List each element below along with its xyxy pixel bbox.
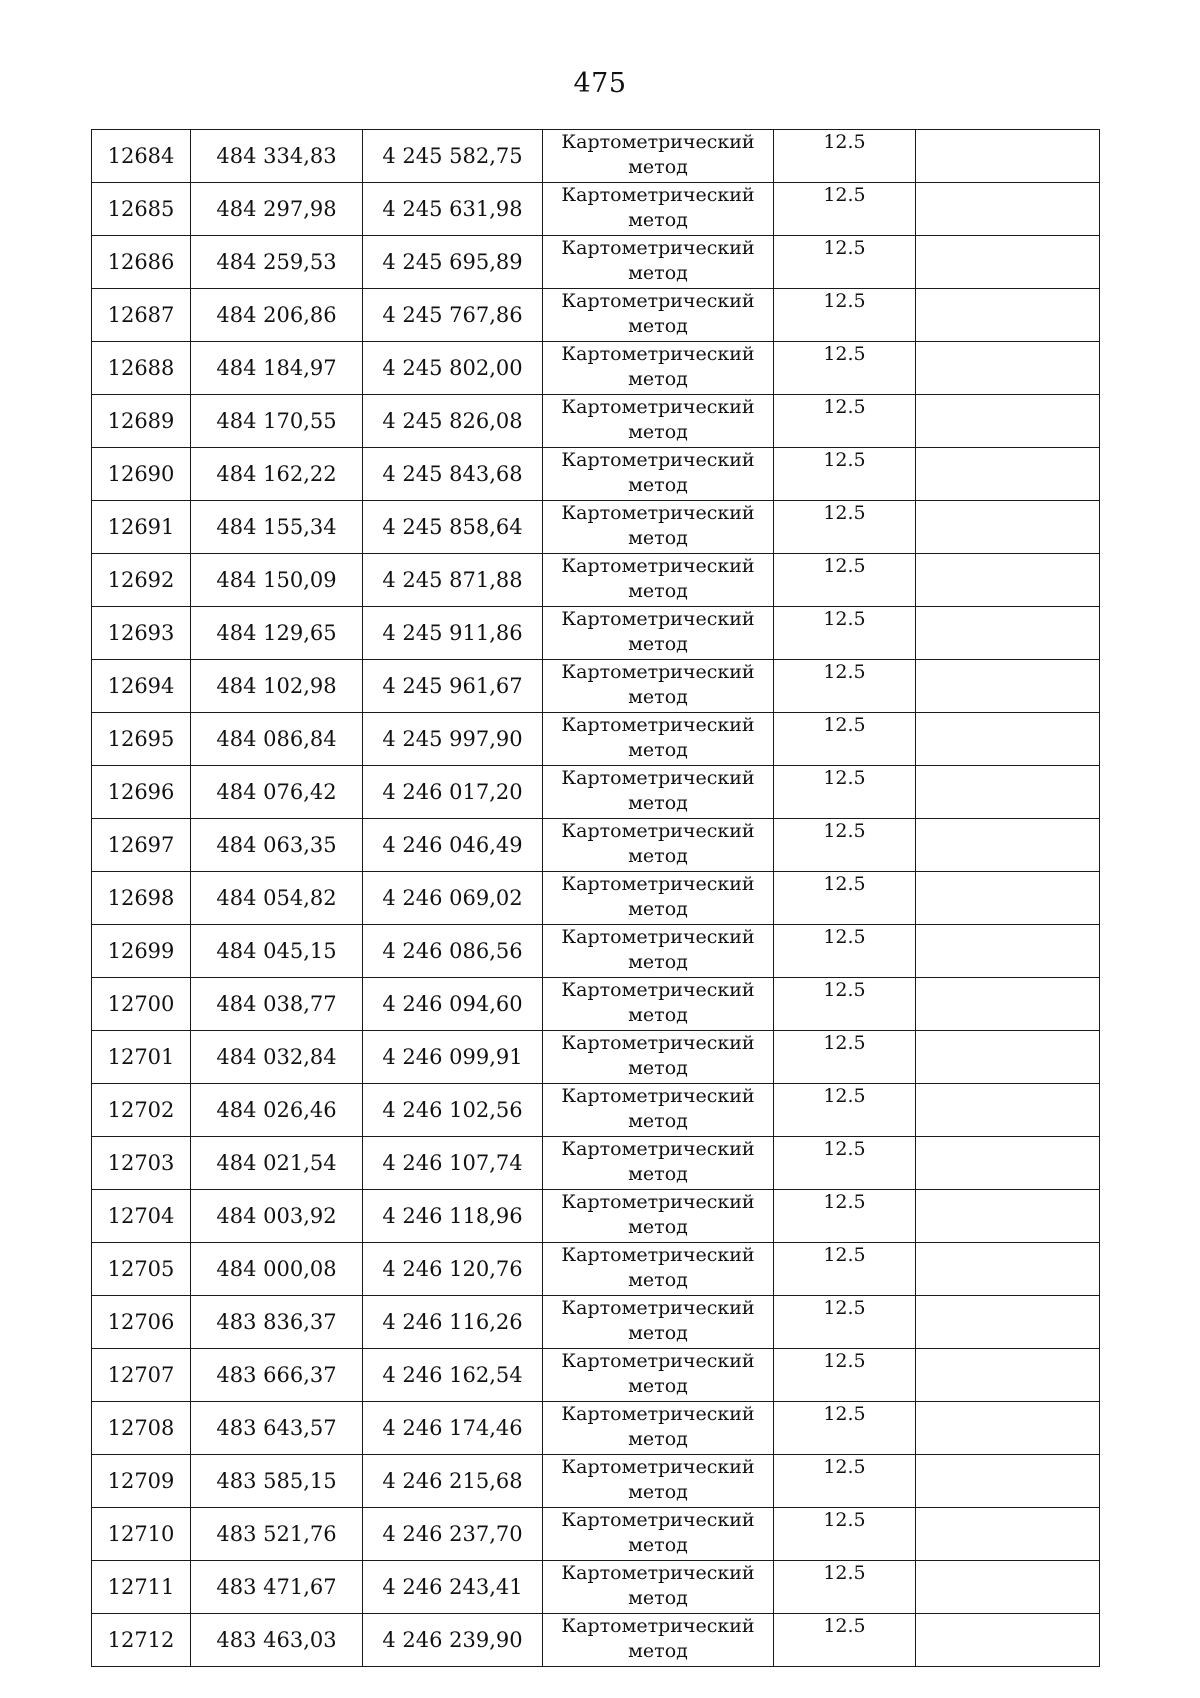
method-line-1: Картометрический [561, 1615, 755, 1637]
method-line-1: Картометрический [561, 343, 755, 365]
x-coordinate-cell: 484 102,98 [191, 660, 363, 713]
method-cell [543, 554, 774, 607]
x-coordinate-cell: 484 334,83 [191, 130, 363, 183]
y-coordinate-cell: 4 246 107,74 [363, 1137, 543, 1190]
accuracy-cell: 12.5 [774, 554, 916, 607]
point-number-cell: 12691 [92, 501, 191, 554]
accuracy-cell: 12.5 [774, 1084, 916, 1137]
table-row [92, 1243, 1100, 1296]
y-coordinate-cell: 4 246 116,26 [363, 1296, 543, 1349]
table-row [92, 978, 1100, 1031]
table-row [92, 1190, 1100, 1243]
x-coordinate-cell: 484 076,42 [191, 766, 363, 819]
method-cell [543, 342, 774, 395]
x-coordinate-cell: 483 521,76 [191, 1508, 363, 1561]
accuracy-cell: 12.5 [774, 1349, 916, 1402]
table-row [92, 766, 1100, 819]
accuracy-cell: 12.5 [774, 1455, 916, 1508]
accuracy-cell: 12.5 [774, 395, 916, 448]
point-number-cell: 12699 [92, 925, 191, 978]
point-number-cell: 12710 [92, 1508, 191, 1561]
x-coordinate-cell: 483 643,57 [191, 1402, 363, 1455]
accuracy-cell: 12.5 [774, 342, 916, 395]
point-number-cell: 12702 [92, 1084, 191, 1137]
x-coordinate-cell: 483 836,37 [191, 1296, 363, 1349]
x-coordinate-cell: 484 206,86 [191, 289, 363, 342]
method-cell [543, 1031, 774, 1084]
method-line-2: метод [628, 1375, 688, 1397]
method-cell [543, 130, 774, 183]
method-line-1: Картометрический [561, 608, 755, 630]
method-cell [543, 289, 774, 342]
table-row [92, 1084, 1100, 1137]
accuracy-cell: 12.5 [774, 1190, 916, 1243]
method-line-1: Картометрический [561, 449, 755, 471]
empty-cell [916, 1137, 1100, 1190]
point-number-cell: 12700 [92, 978, 191, 1031]
method-line-1: Картометрический [561, 1297, 755, 1319]
x-coordinate-cell: 484 129,65 [191, 607, 363, 660]
x-coordinate-cell: 484 150,09 [191, 554, 363, 607]
empty-cell [916, 1296, 1100, 1349]
accuracy-cell: 12.5 [774, 713, 916, 766]
accuracy-cell: 12.5 [774, 925, 916, 978]
method-cell [543, 1614, 774, 1667]
method-cell [543, 713, 774, 766]
method-line-2: метод [628, 1534, 688, 1556]
table-row [92, 713, 1100, 766]
coordinates-table [91, 129, 1100, 1667]
empty-cell [916, 607, 1100, 660]
method-line-2: метод [628, 1481, 688, 1503]
y-coordinate-cell: 4 245 961,67 [363, 660, 543, 713]
method-line-1: Картометрический [561, 979, 755, 1001]
y-coordinate-cell: 4 245 843,68 [363, 448, 543, 501]
table-row [92, 1349, 1100, 1402]
empty-cell [916, 1455, 1100, 1508]
empty-cell [916, 1508, 1100, 1561]
point-number-cell: 12712 [92, 1614, 191, 1667]
method-cell [543, 1084, 774, 1137]
method-cell [543, 978, 774, 1031]
table-row [92, 289, 1100, 342]
method-line-2: метод [628, 315, 688, 337]
accuracy-cell: 12.5 [774, 1296, 916, 1349]
table-row [92, 660, 1100, 713]
empty-cell [916, 1190, 1100, 1243]
point-number-cell: 12698 [92, 872, 191, 925]
point-number-cell: 12690 [92, 448, 191, 501]
method-cell [543, 236, 774, 289]
empty-cell [916, 1349, 1100, 1402]
method-line-1: Картометрический [561, 502, 755, 524]
method-cell [543, 1508, 774, 1561]
empty-cell [916, 342, 1100, 395]
method-cell [543, 1349, 774, 1402]
method-line-1: Картометрический [561, 184, 755, 206]
method-line-1: Картометрический [561, 1244, 755, 1266]
accuracy-cell: 12.5 [774, 1561, 916, 1614]
method-cell [543, 501, 774, 554]
method-line-2: метод [628, 1587, 688, 1609]
point-number-cell: 12693 [92, 607, 191, 660]
y-coordinate-cell: 4 246 086,56 [363, 925, 543, 978]
method-line-2: метод [628, 1322, 688, 1344]
empty-cell [916, 183, 1100, 236]
accuracy-cell: 12.5 [774, 607, 916, 660]
method-line-2: метод [628, 1057, 688, 1079]
method-line-1: Картометрический [561, 1085, 755, 1107]
x-coordinate-cell: 484 184,97 [191, 342, 363, 395]
empty-cell [916, 1402, 1100, 1455]
y-coordinate-cell: 4 245 767,86 [363, 289, 543, 342]
x-coordinate-cell: 484 000,08 [191, 1243, 363, 1296]
method-line-1: Картометрический [561, 926, 755, 948]
point-number-cell: 12708 [92, 1402, 191, 1455]
accuracy-cell: 12.5 [774, 660, 916, 713]
table-row [92, 1614, 1100, 1667]
empty-cell [916, 1614, 1100, 1667]
point-number-cell: 12697 [92, 819, 191, 872]
method-line-1: Картометрический [561, 661, 755, 683]
table-row [92, 1031, 1100, 1084]
y-coordinate-cell: 4 246 069,02 [363, 872, 543, 925]
x-coordinate-cell: 484 032,84 [191, 1031, 363, 1084]
method-line-2: метод [628, 156, 688, 178]
method-line-2: метод [628, 1216, 688, 1238]
method-cell [543, 448, 774, 501]
x-coordinate-cell: 484 021,54 [191, 1137, 363, 1190]
empty-cell [916, 130, 1100, 183]
accuracy-cell: 12.5 [774, 1508, 916, 1561]
empty-cell [916, 554, 1100, 607]
method-line-1: Картометрический [561, 820, 755, 842]
point-number-cell: 12685 [92, 183, 191, 236]
x-coordinate-cell: 484 054,82 [191, 872, 363, 925]
y-coordinate-cell: 4 245 695,89 [363, 236, 543, 289]
method-cell [543, 1296, 774, 1349]
accuracy-cell: 12.5 [774, 1402, 916, 1455]
method-line-2: метод [628, 686, 688, 708]
method-line-2: метод [628, 1110, 688, 1132]
accuracy-cell: 12.5 [774, 1614, 916, 1667]
point-number-cell: 12704 [92, 1190, 191, 1243]
method-line-2: метод [628, 633, 688, 655]
method-cell [543, 1190, 774, 1243]
table-row [92, 607, 1100, 660]
empty-cell [916, 1243, 1100, 1296]
method-line-2: метод [628, 209, 688, 231]
method-line-1: Картометрический [561, 1032, 755, 1054]
method-line-1: Картометрический [561, 714, 755, 736]
y-coordinate-cell: 4 246 243,41 [363, 1561, 543, 1614]
empty-cell [916, 925, 1100, 978]
point-number-cell: 12706 [92, 1296, 191, 1349]
empty-cell [916, 713, 1100, 766]
method-line-1: Картометрический [561, 767, 755, 789]
method-line-2: метод [628, 1004, 688, 1026]
method-line-2: метод [628, 474, 688, 496]
accuracy-cell: 12.5 [774, 1243, 916, 1296]
method-cell [543, 766, 774, 819]
y-coordinate-cell: 4 246 099,91 [363, 1031, 543, 1084]
y-coordinate-cell: 4 245 631,98 [363, 183, 543, 236]
point-number-cell: 12692 [92, 554, 191, 607]
empty-cell [916, 289, 1100, 342]
empty-cell [916, 395, 1100, 448]
point-number-cell: 12711 [92, 1561, 191, 1614]
x-coordinate-cell: 484 086,84 [191, 713, 363, 766]
empty-cell [916, 766, 1100, 819]
point-number-cell: 12688 [92, 342, 191, 395]
table-row [92, 925, 1100, 978]
y-coordinate-cell: 4 246 017,20 [363, 766, 543, 819]
empty-cell [916, 448, 1100, 501]
method-cell [543, 395, 774, 448]
y-coordinate-cell: 4 246 215,68 [363, 1455, 543, 1508]
accuracy-cell: 12.5 [774, 1137, 916, 1190]
method-line-2: метод [628, 580, 688, 602]
y-coordinate-cell: 4 245 997,90 [363, 713, 543, 766]
method-cell [543, 1243, 774, 1296]
method-line-1: Картометрический [561, 1562, 755, 1584]
accuracy-cell: 12.5 [774, 1031, 916, 1084]
method-cell [543, 819, 774, 872]
method-line-1: Картометрический [561, 290, 755, 312]
y-coordinate-cell: 4 245 582,75 [363, 130, 543, 183]
accuracy-cell: 12.5 [774, 501, 916, 554]
method-line-2: метод [628, 1163, 688, 1185]
empty-cell [916, 501, 1100, 554]
y-coordinate-cell: 4 245 911,86 [363, 607, 543, 660]
method-line-1: Картометрический [561, 1350, 755, 1372]
x-coordinate-cell: 484 170,55 [191, 395, 363, 448]
method-line-2: метод [628, 262, 688, 284]
point-number-cell: 12686 [92, 236, 191, 289]
y-coordinate-cell: 4 245 826,08 [363, 395, 543, 448]
y-coordinate-cell: 4 246 102,56 [363, 1084, 543, 1137]
method-cell [543, 1561, 774, 1614]
method-line-2: метод [628, 739, 688, 761]
x-coordinate-cell: 484 026,46 [191, 1084, 363, 1137]
table-row [92, 554, 1100, 607]
table-row [92, 819, 1100, 872]
y-coordinate-cell: 4 246 118,96 [363, 1190, 543, 1243]
method-line-2: метод [628, 951, 688, 973]
x-coordinate-cell: 484 297,98 [191, 183, 363, 236]
method-cell [543, 925, 774, 978]
x-coordinate-cell: 484 038,77 [191, 978, 363, 1031]
x-coordinate-cell: 484 259,53 [191, 236, 363, 289]
table-row [92, 183, 1100, 236]
method-line-1: Картометрический [561, 1456, 755, 1478]
point-number-cell: 12684 [92, 130, 191, 183]
method-cell [543, 1402, 774, 1455]
method-line-2: метод [628, 898, 688, 920]
x-coordinate-cell: 483 463,03 [191, 1614, 363, 1667]
accuracy-cell: 12.5 [774, 448, 916, 501]
x-coordinate-cell: 484 003,92 [191, 1190, 363, 1243]
method-line-2: метод [628, 368, 688, 390]
empty-cell [916, 872, 1100, 925]
x-coordinate-cell: 484 045,15 [191, 925, 363, 978]
x-coordinate-cell: 483 666,37 [191, 1349, 363, 1402]
y-coordinate-cell: 4 245 871,88 [363, 554, 543, 607]
table-row [92, 1561, 1100, 1614]
method-line-1: Картометрический [561, 396, 755, 418]
y-coordinate-cell: 4 245 858,64 [363, 501, 543, 554]
accuracy-cell: 12.5 [774, 819, 916, 872]
table-row [92, 1402, 1100, 1455]
table-row [92, 1508, 1100, 1561]
point-number-cell: 12689 [92, 395, 191, 448]
accuracy-cell: 12.5 [774, 978, 916, 1031]
method-line-2: метод [628, 1428, 688, 1450]
page-number: 475 [573, 68, 627, 99]
accuracy-cell: 12.5 [774, 183, 916, 236]
method-cell [543, 872, 774, 925]
method-line-1: Картометрический [561, 555, 755, 577]
table-row [92, 1455, 1100, 1508]
y-coordinate-cell: 4 246 174,46 [363, 1402, 543, 1455]
point-number-cell: 12696 [92, 766, 191, 819]
point-number-cell: 12705 [92, 1243, 191, 1296]
y-coordinate-cell: 4 246 046,49 [363, 819, 543, 872]
accuracy-cell: 12.5 [774, 289, 916, 342]
method-line-2: метод [628, 792, 688, 814]
table-row [92, 1137, 1100, 1190]
method-cell [543, 607, 774, 660]
x-coordinate-cell: 484 155,34 [191, 501, 363, 554]
method-line-2: метод [628, 1640, 688, 1662]
point-number-cell: 12703 [92, 1137, 191, 1190]
table-row [92, 236, 1100, 289]
point-number-cell: 12709 [92, 1455, 191, 1508]
x-coordinate-cell: 484 063,35 [191, 819, 363, 872]
empty-cell [916, 978, 1100, 1031]
table-row [92, 1296, 1100, 1349]
method-cell [543, 1455, 774, 1508]
point-number-cell: 12687 [92, 289, 191, 342]
table-row [92, 395, 1100, 448]
method-line-2: метод [628, 527, 688, 549]
table-row [92, 501, 1100, 554]
method-line-1: Картометрический [561, 1138, 755, 1160]
method-line-1: Картометрический [561, 237, 755, 259]
empty-cell [916, 1084, 1100, 1137]
table-row [92, 130, 1100, 183]
table-row [92, 872, 1100, 925]
empty-cell [916, 660, 1100, 713]
accuracy-cell: 12.5 [774, 236, 916, 289]
x-coordinate-cell: 484 162,22 [191, 448, 363, 501]
method-line-2: метод [628, 421, 688, 443]
accuracy-cell: 12.5 [774, 872, 916, 925]
method-cell [543, 660, 774, 713]
empty-cell [916, 819, 1100, 872]
accuracy-cell: 12.5 [774, 130, 916, 183]
point-number-cell: 12707 [92, 1349, 191, 1402]
accuracy-cell: 12.5 [774, 766, 916, 819]
x-coordinate-cell: 483 471,67 [191, 1561, 363, 1614]
table-row [92, 448, 1100, 501]
y-coordinate-cell: 4 246 162,54 [363, 1349, 543, 1402]
x-coordinate-cell: 483 585,15 [191, 1455, 363, 1508]
coordinates-table-body [92, 130, 1100, 1667]
y-coordinate-cell: 4 245 802,00 [363, 342, 543, 395]
y-coordinate-cell: 4 246 239,90 [363, 1614, 543, 1667]
y-coordinate-cell: 4 246 120,76 [363, 1243, 543, 1296]
method-cell [543, 183, 774, 236]
point-number-cell: 12701 [92, 1031, 191, 1084]
point-number-cell: 12695 [92, 713, 191, 766]
method-cell [543, 1137, 774, 1190]
point-number-cell: 12694 [92, 660, 191, 713]
empty-cell [916, 1561, 1100, 1614]
method-line-2: метод [628, 845, 688, 867]
method-line-2: метод [628, 1269, 688, 1291]
y-coordinate-cell: 4 246 094,60 [363, 978, 543, 1031]
method-line-1: Картометрический [561, 1509, 755, 1531]
empty-cell [916, 1031, 1100, 1084]
method-line-1: Картометрический [561, 131, 755, 153]
method-line-1: Картометрический [561, 1191, 755, 1213]
empty-cell [916, 236, 1100, 289]
y-coordinate-cell: 4 246 237,70 [363, 1508, 543, 1561]
table-row [92, 342, 1100, 395]
method-line-1: Картометрический [561, 873, 755, 895]
method-line-1: Картометрический [561, 1403, 755, 1425]
